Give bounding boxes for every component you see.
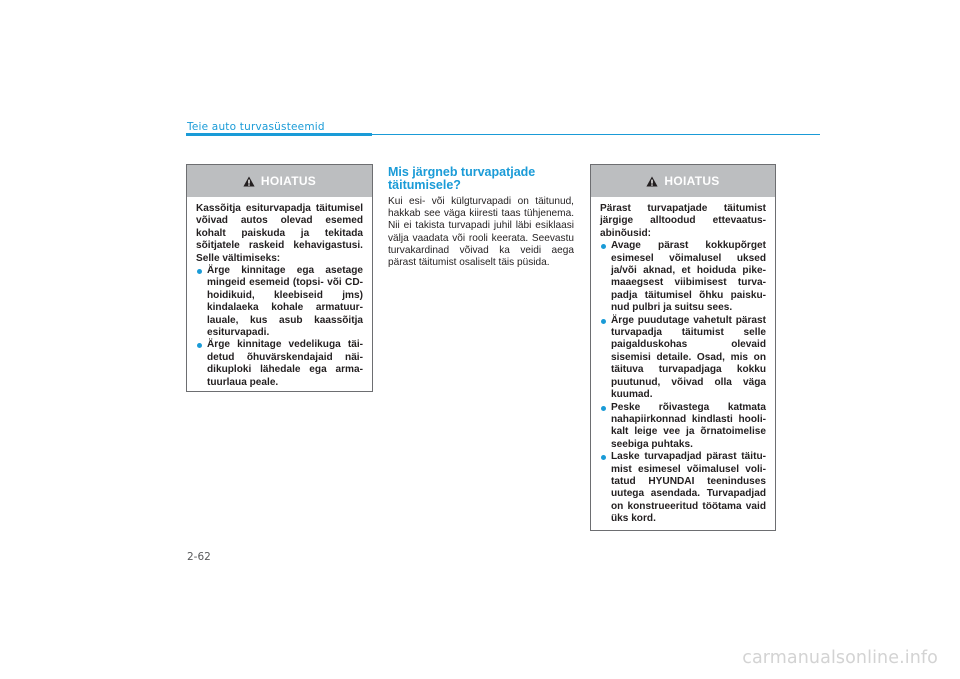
watermark: carmanualsonline.info [742, 648, 938, 668]
left-warning-header [187, 165, 372, 197]
warning-triangle-icon [243, 176, 255, 187]
list-item: Laske turvapadjad pärast täitumist esimesel võimalusel volitatud HYUNDAI teeninduses uutega asendada. Turvapadjad on konstrueeritud töötama vaid üks kord. [600, 451, 766, 525]
section-title: Teie auto turvasüsteemid [187, 121, 325, 133]
right-warning-body [591, 197, 775, 534]
section-body-text: Kui esi- või külgturvapadi on täitunud, hakkab see väga kiiresti taas tühjenema. Nii ei takista turvapadi juhil läbi esiklaasi välja vaadata või rooli keerata. Seevastu turvakardinad võivad ka veidi aega pärast täitumist osaliselt täis püsida. [388, 196, 574, 269]
warning-triangle-icon [646, 176, 658, 187]
list-item: Peske rõivastega katmata nahapiirkonnad kindlasti hoolikalt leige vee ja õrnatoimelise seebiga puhtaks. [600, 402, 766, 452]
left-warning-box [186, 164, 373, 392]
right-warning-header [591, 165, 775, 197]
right-warning-title: HOIATUS [664, 174, 720, 188]
left-warning-list [196, 265, 363, 389]
right-warning-box [590, 164, 776, 531]
list-item: Ärge kinnitage ega asetage mingeid esemeid (topsi- või CD-hoidikuid, kleebiseid jms) kindalaeka kohale armatuurlauale, kus asub kaassõitja esiturvapadi. [196, 265, 363, 339]
section-heading: Mis järgneb turvapatjade täitumisele? [388, 165, 536, 192]
left-warning-intro: Kassõitja esiturvapadja täitumisel võivad autos olevad esemed kohalt paiskuda ja tekitada sõitjatele raskeid kehavigastusi. Selle vältimiseks: [196, 203, 363, 264]
list-item: Ärge puudutage vahetult pärast turvapadja täitumist selle paigalduskohas olevaid sisemisi detaile. Osad, mis on täituva turvapadjaga kokku puutunud, võivad olla väga kuumad. [600, 315, 766, 402]
list-item: Avage pärast kokkupõrget esimesel võimalusel uksed ja/või aknad, et hoiduda pikemaaegsest viibimisest turvapadja täitumisel õhku paiskunud pulbri ja suitsu sees. [600, 240, 766, 314]
header-rule-thin [372, 134, 820, 135]
page-number: 2-62 [187, 551, 211, 563]
header-rule-thick [186, 133, 372, 136]
right-warning-list [600, 240, 766, 525]
left-warning-title: HOIATUS [260, 174, 317, 188]
left-warning-body [187, 197, 372, 397]
list-item: Ärge kinnitage vedelikuga täidetud õhuvärskendajaid näidikuploki lähedale ega armatuurlaua peale. [196, 339, 363, 389]
right-warning-intro: Pärast turvapatjade täitumist järgige alltoodud ettevaatusabinõusid: [600, 203, 766, 239]
